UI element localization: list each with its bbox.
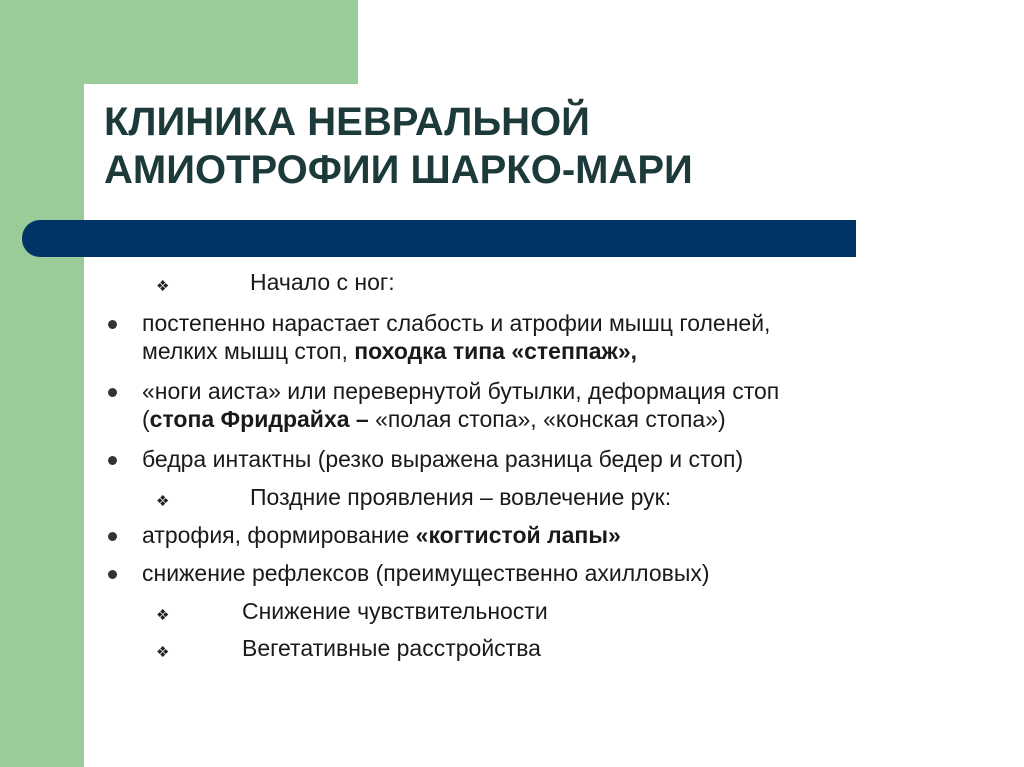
item-text	[142, 521, 962, 549]
item-text-bold: стопа Фридрайха –	[149, 406, 376, 432]
bullet-dot-icon	[108, 320, 117, 329]
diamond-bullet-icon: ❖	[156, 278, 170, 295]
slide-title	[104, 98, 864, 194]
item-text: снижение рефлексов (преимущественно ахилловых)	[142, 560, 710, 586]
item-text	[142, 377, 962, 433]
title-underline-bar	[22, 220, 856, 257]
bullet-dot-icon	[108, 388, 117, 397]
item-text: Снижение чувствительности	[242, 598, 548, 624]
item-text-bold: походка типа «степпаж»,	[354, 338, 638, 364]
item-text: бедра интактны (резко выражена разница бедер и стоп)	[142, 446, 744, 472]
item-text-line: атрофия, формирование	[142, 522, 416, 548]
diamond-bullet-icon: ❖	[156, 607, 170, 624]
item-text	[142, 309, 962, 365]
item-text-line: постепенно нарастает слабость и атрофии мышц голеней,	[142, 310, 771, 336]
item-text-line: «полая стопа», «конская стопа»)	[375, 406, 726, 432]
item-text-bold: «когтистой лапы»	[415, 522, 621, 548]
title-line-1: КЛИНИКА НЕВРАЛЬНОЙ	[104, 100, 590, 144]
item-text: Вегетативные расстройства	[242, 635, 541, 661]
item-text: Начало с ног:	[250, 269, 395, 295]
item-text: Поздние проявления – вовлечение рук:	[250, 484, 672, 510]
item-text-line: (	[142, 406, 150, 432]
bullet-dot-icon	[108, 532, 117, 541]
item-text-line: мелких мышц стоп,	[142, 338, 355, 364]
item-text-line: «ноги аиста» или перевернутой бутылки, деформация стоп	[142, 378, 780, 404]
diamond-bullet-icon: ❖	[156, 493, 170, 510]
bullet-dot-icon	[108, 456, 117, 465]
bullet-dot-icon	[108, 570, 117, 579]
title-line-2: АМИОТРОФИИ ШАРКО-МАРИ	[104, 148, 693, 192]
diamond-bullet-icon: ❖	[156, 644, 170, 661]
green-top-band	[0, 0, 358, 84]
green-side-band	[0, 0, 84, 767]
